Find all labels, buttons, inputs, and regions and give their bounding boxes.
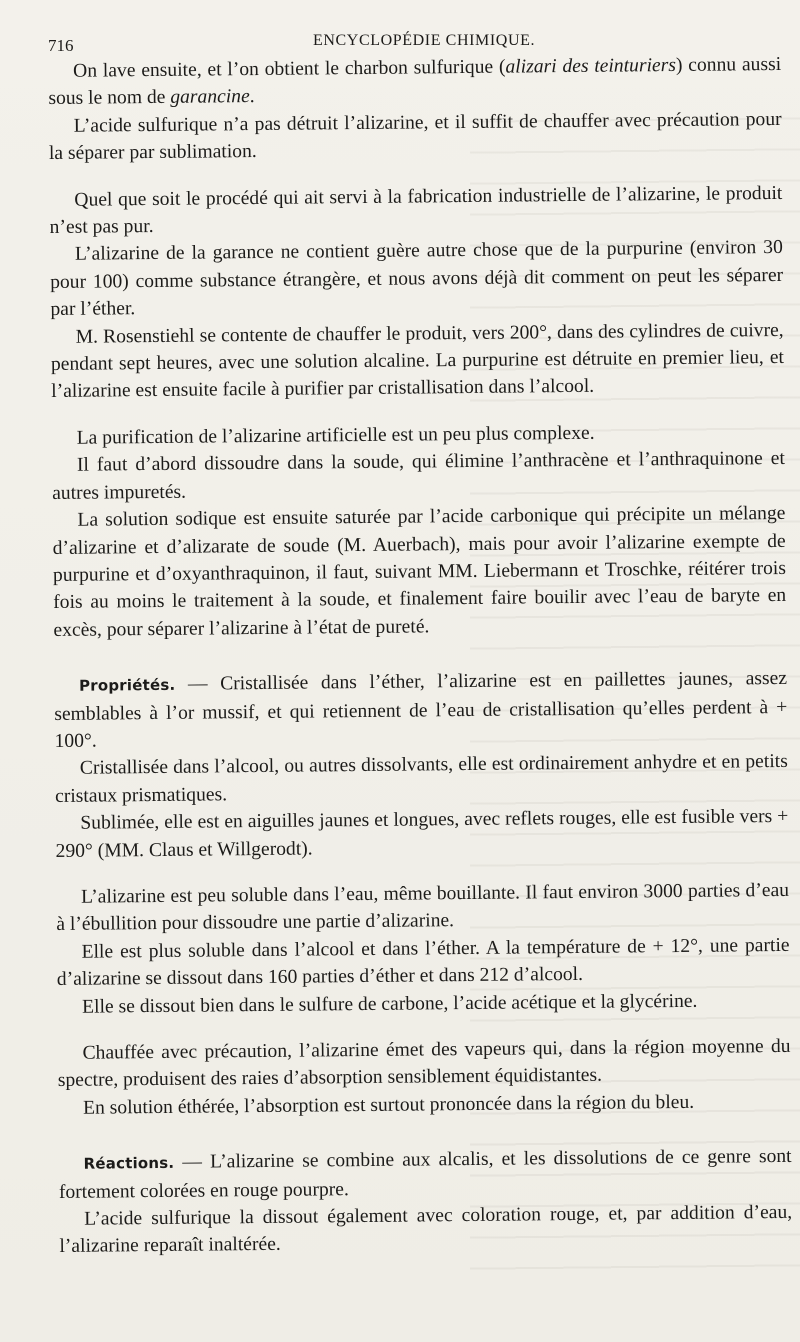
paragraph: Quel que soit le procédé qui ait servi à la fabrication industrielle de l’alizarine, le produit n’est pas pur.: [49, 182, 783, 239]
italic-term: alizari des teinturiers: [505, 54, 677, 78]
paragraph: La solution sodique est ensuite saturée par l’acide carbonique qui précipite un mélange d’alizarine et d’alizarate de soude (M. Auerbach), mais pour avoir l’alizarine exempte de purpurine et d’oxyanthraquinon, il faut, suivant MM. Liebermann et Troschke, réitérer trois fois au moins le traitement à la soude, et finalement faire bouilir avec l’eau de baryte en excès, pour séparer l’alizarine à l’état de pureté.: [52, 503, 787, 641]
paragraph: Sublimée, elle est en aiguilles jaunes et longues, avec reflets rouges, elle est fusible vers + 290° (MM. Claus et Willgerodt).: [55, 806, 789, 862]
paragraph: En solution éthérée, l’absorption est surtout prononcée dans la région du bleu.: [82, 1091, 695, 1119]
section-label-reactions: Réactions.: [83, 1154, 175, 1173]
reactions-section: Réactions. — L’alizarine se combine aux alcalis, et les dissolutions de ce genre sont fortement colorées en rouge pourpre.: [58, 1146, 792, 1203]
running-title: ENCYCLOPÉDIE CHIMIQUE.: [313, 32, 536, 49]
paragraph-charbon-sulfurique: On lave ensuite, et l’on obtient le charbon sulfurique (alizari des teinturiers) connu aussi sous le nom de garancine.: [48, 53, 782, 110]
italic-term: garancine: [170, 86, 250, 109]
paragraph: L’alizarine est peu soluble dans l’eau, même bouillante. Il faut environ 3000 parties d’eau à l’ébullition pour dissoudre une partie d’alizarine.: [56, 879, 790, 936]
page-number: 716: [48, 36, 74, 55]
paragraph: Cristallisée dans l’alcool, ou autres dissolvants, elle est ordinairement anhydre et en petits cristaux prismatiques.: [54, 751, 788, 807]
paragraph: L’alizarine de la garance ne contient guère autre chose que de la purpurine (environ 30 pour 100) comme substance étrangère, et nous avons déjà dit comment on peut les séparer par l’éther.: [50, 237, 784, 321]
paragraph: Elle est plus soluble dans l’alcool et dans l’éther. A la température de + 12°, une partie d’alizarine se dissout dans 160 parties d’éther et dans 212 d’alcool.: [56, 934, 790, 991]
paragraph: Chauffée avec précaution, l’alizarine émet des vapeurs qui, dans la région moyenne du spectre, produisent des raies d’absorption sensiblement équidistantes.: [57, 1035, 791, 1092]
paragraph: L’acide sulfurique la dissout également avec coloration rouge, et, par addition d’eau, l’alizarine reparaît inaltérée.: [59, 1201, 793, 1258]
paragraph: La purification de l’alizarine artificielle est un peu plus complexe.: [76, 422, 595, 449]
paragraph: Il faut d’abord dissoudre dans la soude, qui élimine l’anthracène et l’anthraquinone et autres impuretés.: [52, 448, 785, 504]
paragraph: M. Rosenstiehl se contente de chauffer le produit, vers 200°, dans des cylindres de cuivre, pendant sept heures, avec une solution alcaline. La purpurine est détruite en premier lieu, et l’alizarine est ensuite facile à purifier par cristallisation dans l’alcool.: [50, 319, 785, 403]
page-header: [48, 30, 778, 54]
paragraph: Elle se dissout bien dans le sulfure de carbone, l’acide acétique et la glycérine.: [82, 990, 698, 1018]
paragraph: L’acide sulfurique n’a pas détruit l’alizarine, et il suffit de chauffer avec précaution pour la séparer par sublimation.: [48, 108, 782, 165]
section-label-proprietes: Propriétés.: [78, 675, 176, 695]
body-text: [48, 51, 793, 1261]
proprietes-section: Propriétés. — Cristallisée dans l’éther, l’alizarine est en paillettes jaunes, assez semblables à l’or mussif, et qui retiennent de l’eau de cristallisation qu’elles perdent à + 100°.: [54, 668, 788, 752]
